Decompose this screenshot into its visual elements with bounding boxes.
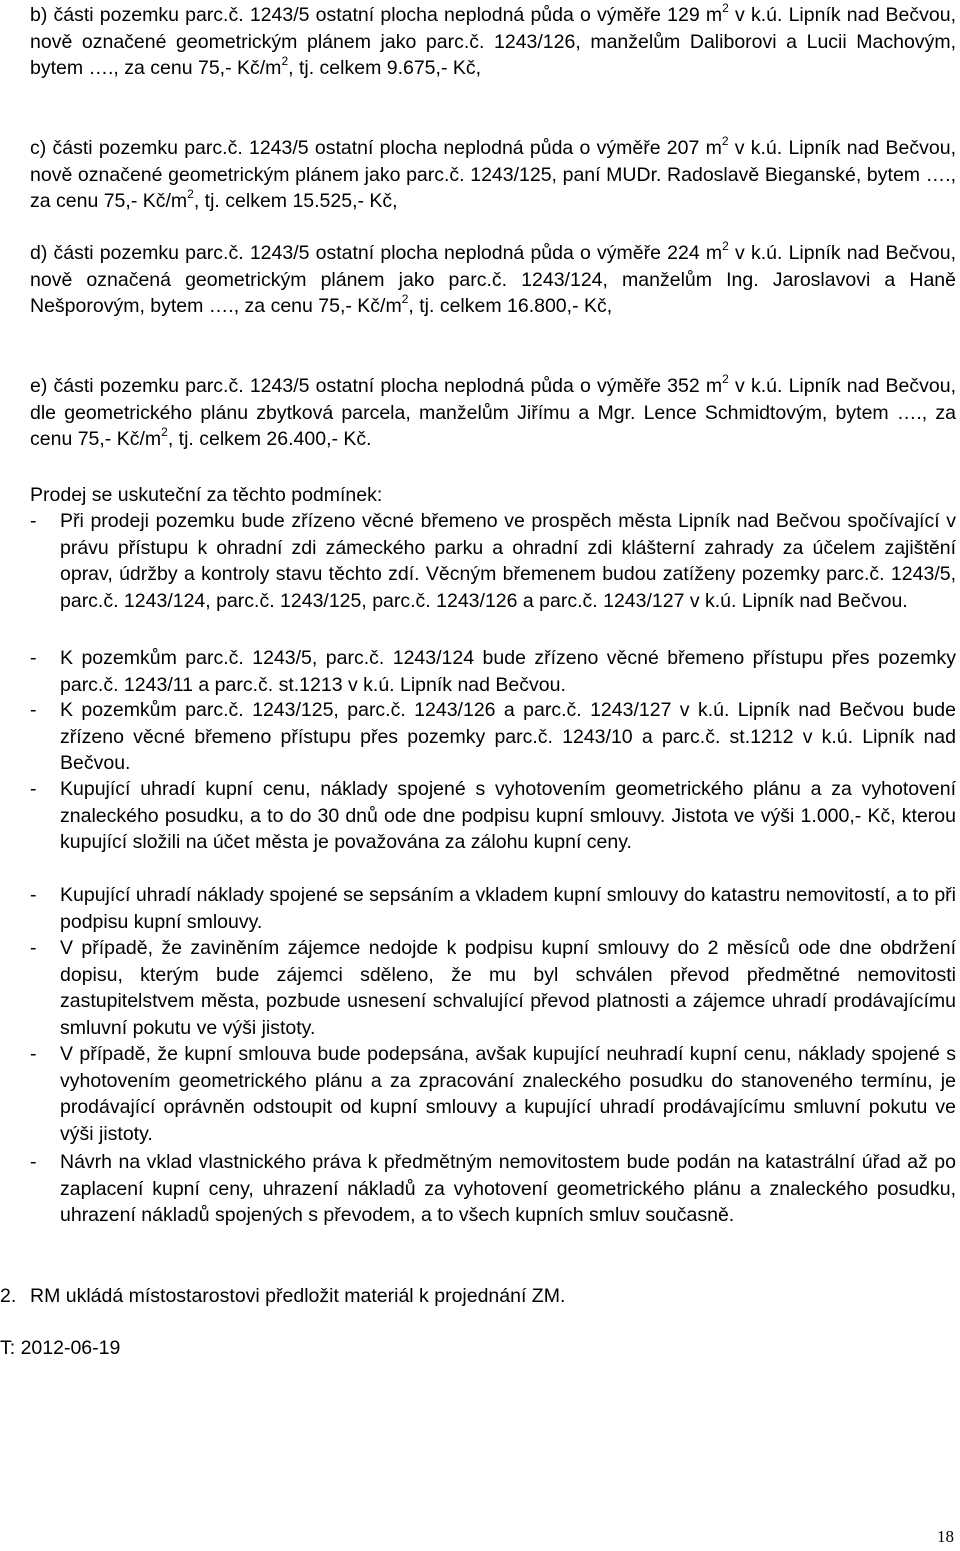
- dash-marker: -: [30, 647, 37, 669]
- dash-marker: -: [30, 884, 37, 906]
- superscript: 2: [401, 292, 409, 306]
- parcel-e-text-start: e) části pozemku parc.č. 1243/5 ostatní plocha neplodná půda o výměře 352 m: [30, 375, 723, 397]
- condition-text: V případě, že zaviněním zájemce nedojde k podpisu kupní smlouvy do 2 měsíců ode dne obdržení dopisu, kterým bude zájemci sděleno, že mu byl schválen převod předmětné nemovitosti zastupitelstvem města, pozbude usnesení schvalující převod platnosti a zájemce uhradí prodávajícímu smluvní pokutu ve výši jistoty.: [60, 937, 956, 1039]
- superscript: 2: [722, 1, 729, 15]
- parcel-d-text-middle: v k.ú. Lipník nad Bečvou, nově označená geometrickým plánem jako parc.č. 1243/124, manželům Ing. Jaroslavovi a Haně Nešporovým, bytem …., za cenu 75,- Kč/m: [30, 242, 956, 317]
- condition-item: [30, 645, 956, 698]
- page-number: 18: [937, 1527, 954, 1546]
- parcel-d-text-end: , tj. celkem 16.800,- Kč,: [408, 295, 613, 317]
- parcel-b-text-start: b) části pozemku parc.č. 1243/5 ostatní plocha neplodná půda o výměře 129 m: [30, 4, 723, 26]
- parcel-c-text-middle: v k.ú. Lipník nad Bečvou, nově označené geometrickým plánem jako parc.č. 1243/125, paní MUDr. Radoslavě Bieganské, bytem …., za cenu 75,- Kč/m: [30, 137, 956, 212]
- point-text: RM ukládá místostarostovi předložit materiál k projednání ZM.: [30, 1285, 566, 1307]
- parcel-d-paragraph: [30, 240, 956, 320]
- parcel-d-text-start: d) části pozemku parc.č. 1243/5 ostatní plocha neplodná půda o výměře 224 m: [30, 242, 723, 264]
- condition-text: Při prodeji pozemku bude zřízeno věcné břemeno ve prospěch města Lipník nad Bečvou spočívající v právu přístupu k ohradní zdi zámeckého parku a ohradní zdi klášterní zahrady za účelem zajištění oprav, údržby a kontroly stavu těchto zdí. Věcným břemenem budou zatíženy pozemky parc.č. 1243/5, parc.č. 1243/124, parc.č. 1243/125, parc.č. 1243/126 a parc.č. 1243/127 v k.ú. Lipník nad Bečvou.: [60, 510, 956, 612]
- dash-marker: -: [30, 778, 37, 800]
- term-date: T: 2012-06-19: [0, 1337, 121, 1359]
- condition-text: K pozemkům parc.č. 1243/5, parc.č. 1243/124 bude zřízeno věcné břemeno přístupu přes pozemky parc.č. 1243/11 a parc.č. st.1213 v k.ú. Lipník nad Bečvou.: [60, 647, 956, 696]
- superscript: 2: [722, 239, 729, 253]
- condition-item: [30, 776, 956, 856]
- parcel-c-paragraph: [30, 135, 956, 215]
- superscript: 2: [161, 425, 168, 439]
- condition-item: [30, 882, 956, 935]
- condition-text: K pozemkům parc.č. 1243/125, parc.č. 1243/126 a parc.č. 1243/127 v k.ú. Lipník nad Bečvou bude zřízeno věcné břemeno přístupu přes pozemky parc.č. 1243/10 a parc.č. st.1212 v k.ú. Lipník nad Bečvou.: [60, 699, 956, 774]
- point-number: 2.: [0, 1285, 17, 1307]
- parcel-b-text-end: , tj. celkem 9.675,- Kč,: [288, 57, 482, 79]
- dash-marker: -: [30, 1151, 37, 1173]
- superscript: 2: [722, 372, 729, 386]
- dash-marker: -: [30, 1043, 37, 1065]
- condition-item: [30, 508, 956, 614]
- parcel-b-text-middle: v k.ú. Lipník nad Bečvou, nově označené geometrickým plánem jako parc.č. 1243/126, manželům Daliborovi a Lucii Machovým, bytem …., za cenu 75,- Kč/m: [30, 4, 956, 79]
- condition-item: [30, 697, 956, 777]
- superscript: 2: [187, 187, 194, 201]
- parcel-b-paragraph: [30, 2, 956, 82]
- condition-item: [30, 1149, 956, 1229]
- condition-item: [30, 935, 956, 1041]
- condition-item: [30, 1041, 956, 1147]
- parcel-e-text-end: , tj. celkem 26.400,- Kč.: [167, 428, 372, 450]
- parcel-c-text-end: , tj. celkem 15.525,- Kč,: [193, 190, 398, 212]
- superscript: 2: [721, 134, 729, 148]
- dash-marker: -: [30, 510, 37, 532]
- parcel-e-text-middle: v k.ú. Lipník nad Bečvou, dle geometrického plánu zbytková parcela, manželům Jiřímu a Mgr. Lence Schmidtovým, bytem …., za cenu 75,- Kč/m: [30, 375, 956, 450]
- condition-text: Kupující uhradí kupní cenu, náklady spojené s vyhotovením geometrického plánu a za vyhotovení znaleckého posudku, a to do 30 dnů ode dne podpisu kupní smlouvy. Jistota ve výši 1.000,- Kč, kterou kupující složili na účet města je považována za zálohu kupní ceny.: [60, 778, 956, 853]
- dash-marker: -: [30, 699, 37, 721]
- parcel-e-paragraph: [30, 373, 956, 453]
- parcel-c-text-start: c) části pozemku parc.č. 1243/5 ostatní plocha neplodná půda o výměře 207 m: [30, 137, 722, 159]
- condition-text: Návrh na vklad vlastnického práva k předmětným nemovitostem bude podán na katastrální úřad až po zaplacení kupní ceny, uhrazení nákladů za vyhotovení geometrického plánu a znaleckého posudku, uhrazení nákladů spojených s převodem, a to všech kupních smluv současně.: [60, 1151, 956, 1226]
- superscript: 2: [281, 54, 289, 68]
- condition-text: V případě, že kupní smlouva bude podepsána, avšak kupující neuhradí kupní cenu, náklady spojené s vyhotovením geometrického plánu a za zpracování znaleckého posudku do stanoveného termínu, je prodávající oprávněn odstoupit od kupní smlouvy a kupující uhradí prodávajícímu smluvní pokutu ve výši jistoty.: [60, 1043, 956, 1145]
- condition-text: Kupující uhradí náklady spojené se sepsáním a vkladem kupní smlouvy do katastru nemovitostí, a to při podpisu kupní smlouvy.: [60, 884, 956, 933]
- dash-marker: -: [30, 937, 37, 959]
- conditions-heading: Prodej se uskuteční za těchto podmínek:: [30, 484, 383, 506]
